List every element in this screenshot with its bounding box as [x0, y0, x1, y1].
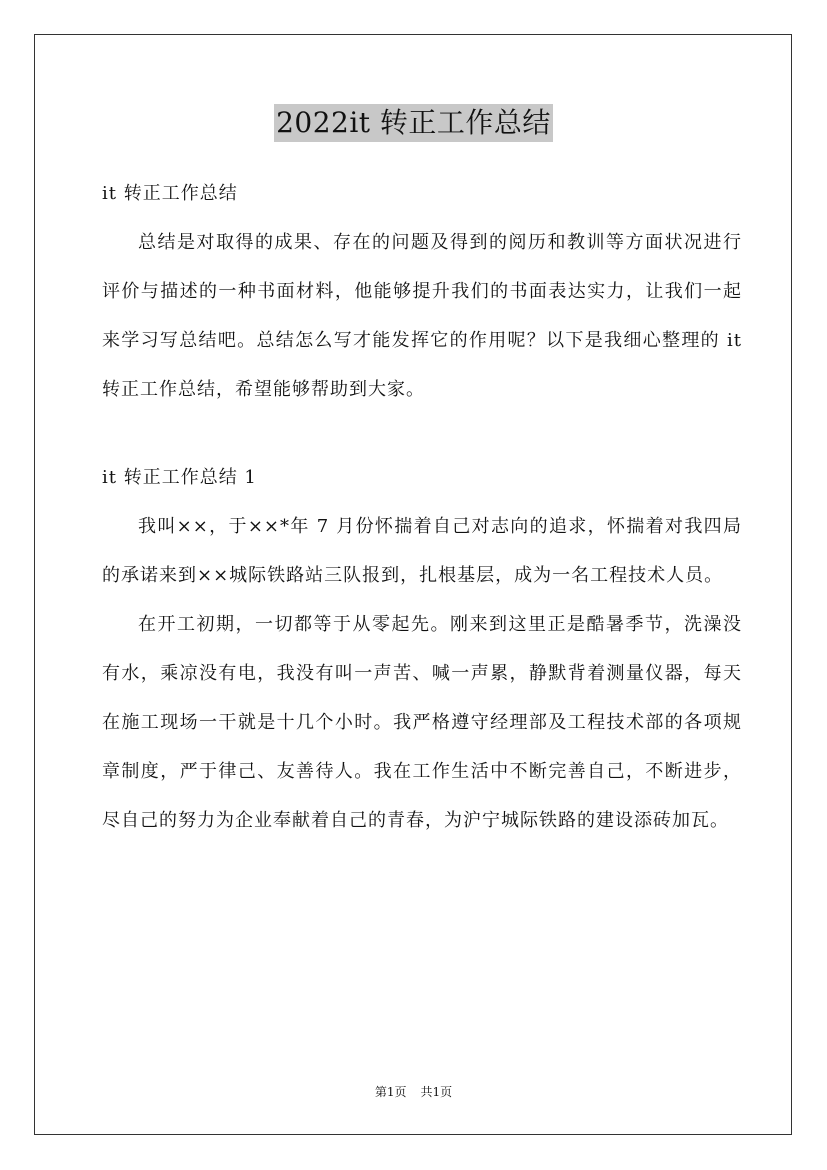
body-paragraph-2: 在开工初期，一切都等于从零起先。刚来到这里正是酷暑季节，洗澡没有水，乘凉没有电，我没有叫一声苦、喊一声累，静默背着测量仪器，每天在施工现场一干就是十几个小时。我严格遵守经理部及工程技术部的各项规章制度，严于律己、友善待人。我在工作生活中不断完善自己，不断进步，尽自己的努力为企业奉献着自己的青春，为沪宁城际铁路的建设添砖加瓦。	[102, 614, 742, 831]
section-gap	[102, 414, 742, 454]
intro-paragraph: 总结是对取得的成果、存在的问题及得到的阅历和教训等方面状况进行评价与描述的一种书面材料，他能够提升我们的书面表达实力，让我们一起来学习写总结吧。总结怎么写才能发挥它的作用呢？以下是我细心整理的 it 转正工作总结，希望能够帮助到大家。	[102, 232, 742, 400]
document-subtitle: it 转正工作总结	[102, 183, 238, 204]
page-number-current: 第1页	[374, 1085, 407, 1099]
page-footer	[0, 1084, 827, 1100]
page-number-total: 共1页	[420, 1085, 453, 1099]
section-heading: it 转正工作总结 1	[102, 467, 257, 488]
document-title: 2022it 转正工作总结	[274, 104, 553, 142]
title-container	[0, 104, 827, 142]
document-body	[102, 170, 742, 845]
body-paragraph-1: 我叫××，于××*年 7 月份怀揣着自己对志向的追求，怀揣着对我四局的承诺来到××城际铁路站三队报到，扎根基层，成为一名工程技术人员。	[102, 516, 742, 586]
